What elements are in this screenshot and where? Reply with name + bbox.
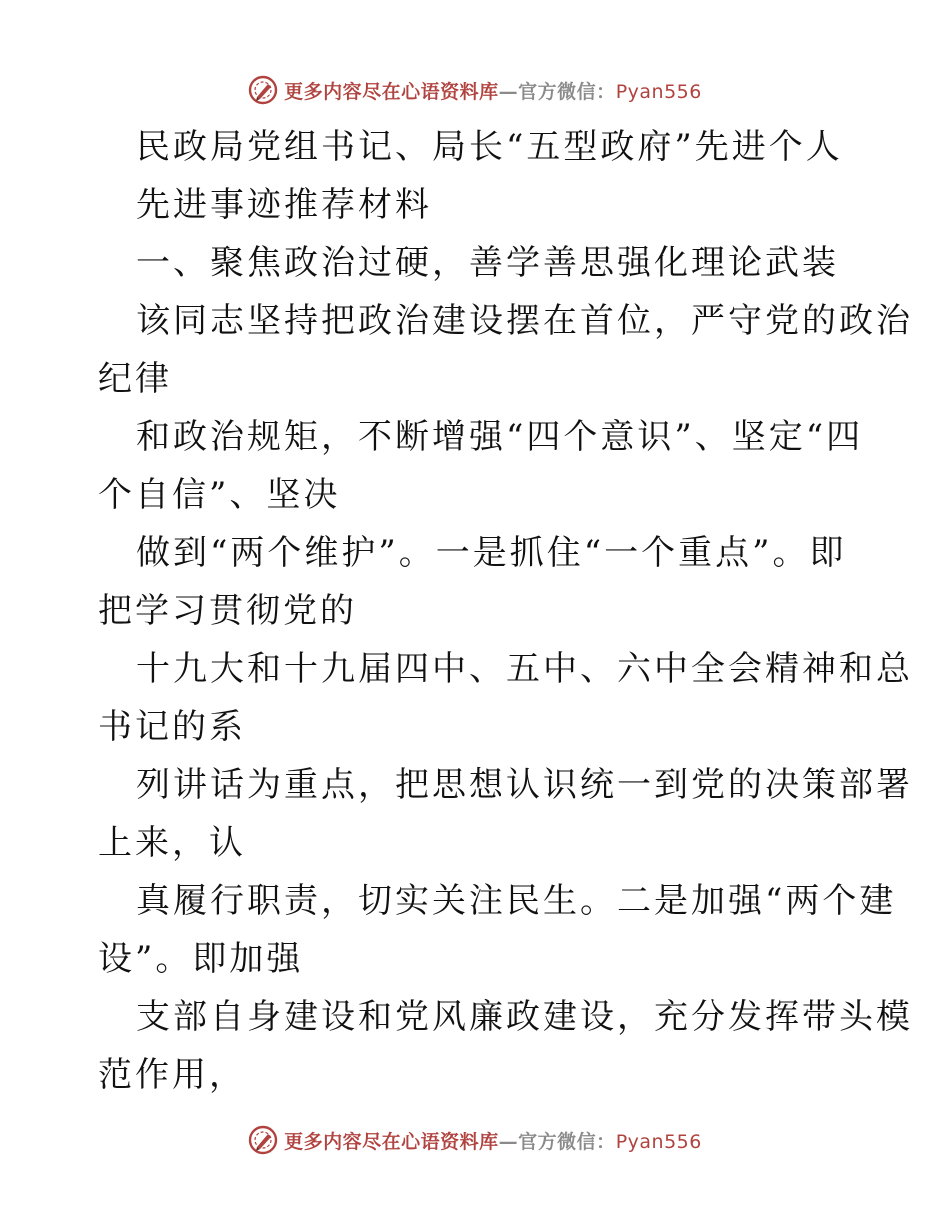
paragraph-line: 该同志坚持把政治建设摆在首位，严守党的政治 bbox=[136, 301, 913, 341]
document-title-line-2: 先进事迹推荐材料 bbox=[136, 185, 432, 225]
document-title-line-1: 民政局党组书记、局长“五型政府”先进个人 bbox=[136, 127, 843, 167]
paragraph-line: 真履行职责，切实关注民生。二是加强“两个建 bbox=[136, 881, 897, 921]
banner-text bbox=[284, 77, 702, 104]
wechat-id: Pyan556 bbox=[615, 80, 702, 103]
banner-dash: — bbox=[498, 1130, 519, 1153]
paragraph-line: 范作用， bbox=[98, 1055, 246, 1095]
paragraph-line: 上来，认 bbox=[98, 823, 246, 863]
paragraph-line: 把学习贯彻党的 bbox=[98, 591, 357, 631]
wechat-label: 官方微信： bbox=[518, 1130, 616, 1153]
banner-dash: — bbox=[498, 80, 519, 103]
pen-logo-icon bbox=[248, 75, 278, 105]
paragraph-line: 书记的系 bbox=[98, 707, 246, 747]
document-body bbox=[98, 118, 913, 1104]
wechat-label: 官方微信： bbox=[518, 80, 616, 103]
wechat-id: Pyan556 bbox=[615, 1130, 702, 1153]
site-name: 更多内容尽在心语资料库 bbox=[284, 1130, 499, 1153]
paragraph-line: 列讲话为重点，把思想认识统一到党的决策部署 bbox=[136, 765, 913, 805]
paragraph-line: 和政治规矩，不断增强“四个意识”、坚定“四 bbox=[136, 417, 864, 457]
paragraph-line: 设”。即加强 bbox=[98, 939, 304, 979]
pen-logo-icon bbox=[248, 1125, 278, 1155]
header-banner bbox=[0, 70, 950, 110]
paragraph-line: 十九大和十九届四中、五中、六中全会精神和总 bbox=[136, 649, 913, 689]
site-name: 更多内容尽在心语资料库 bbox=[284, 80, 499, 103]
section-heading: 一、聚焦政治过硬，善学善思强化理论武装 bbox=[136, 243, 839, 283]
paragraph-line: 做到“两个维护”。一是抓住“一个重点”。即 bbox=[136, 533, 847, 573]
paragraph-line: 个自信”、坚决 bbox=[98, 475, 341, 515]
paragraph-line: 支部自身建设和党风廉政建设，充分发挥带头模 bbox=[136, 997, 913, 1037]
paragraph-line: 纪律 bbox=[98, 359, 172, 399]
banner-text bbox=[284, 1127, 702, 1154]
footer-banner bbox=[0, 1120, 950, 1160]
